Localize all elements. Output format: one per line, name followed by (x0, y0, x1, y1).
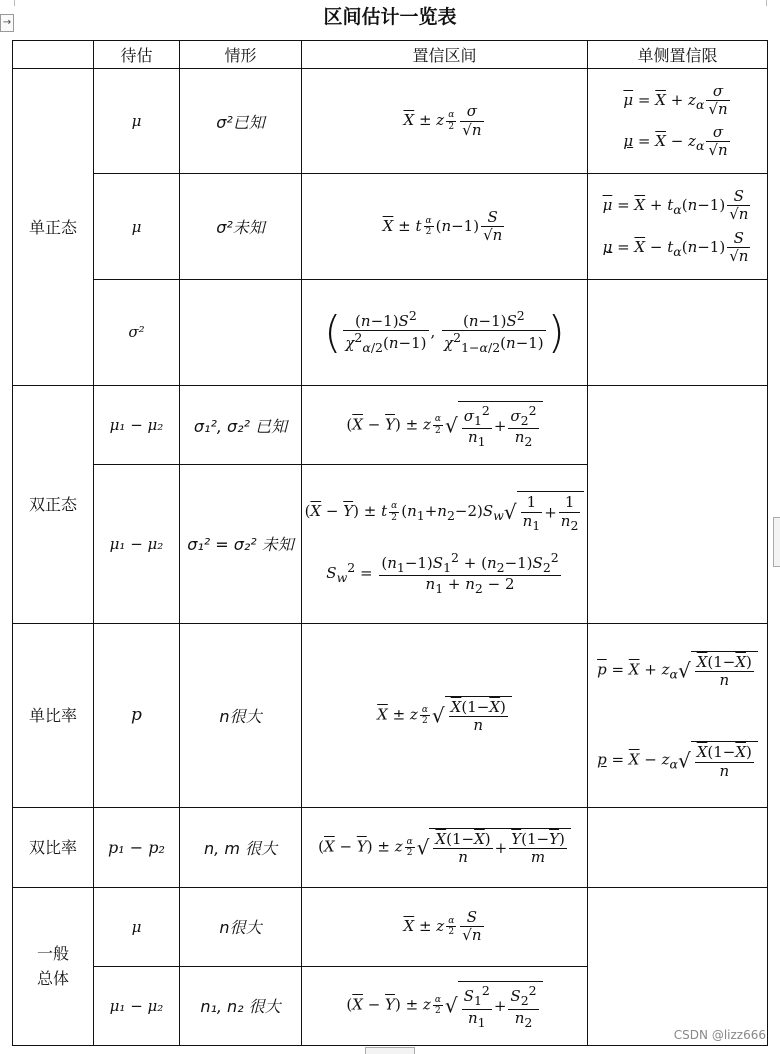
estimation-table (12, 40, 768, 1046)
case-text: σ²未知 (216, 218, 265, 238)
case-n1n2-large (180, 966, 302, 1045)
group-double-ratio: 双比率 (13, 808, 94, 887)
group-single-normal: 单正态 (13, 69, 94, 386)
estimand-text: μ₁ − μ₂ (109, 416, 164, 435)
one-sided-formula: $\overline{\mu} = \overline{X} + z_\alpha$ $\frac{\sigma}{√n}$ $\mu = \overline{X} - z_\alpha$ $\frac{\sigma}{√n}$ (588, 69, 768, 174)
interval-formula: $\overline{X} \pm t$ $\frac{\alpha}{2}$ (n−1) $\frac{S}{√n}$ (302, 174, 588, 279)
scroll-handle-right[interactable] (773, 517, 780, 567)
estimand-mu-diff (94, 966, 180, 1045)
one-sided-formula: $\overline{p} = \overline{X} + z_\alpha√$ $\frac{X(1-\overline{X})}{n}$ $p = \overline{X} - z_\alpha√$ $\frac{X(1-\overline{X})}{n}$ (588, 623, 768, 808)
estimand-text: μ (131, 112, 142, 131)
header-case: 情形 (180, 41, 302, 69)
case-text: n很大 (219, 918, 262, 938)
estimand-mu-diff (94, 386, 180, 465)
interval-formula: ( $\frac{(n-1)S^2}{\chi^2_{\alpha/2}(n-1)}$ , $\frac{(n-1)S^2}{\chi^2_{1-\alpha/2}(n-1)}$ ) (302, 279, 588, 385)
estimand-text: σ² (128, 323, 145, 342)
case-text: n很大 (219, 706, 262, 726)
table-row (13, 174, 768, 279)
arrow-icon[interactable]: → (0, 14, 14, 32)
scroll-handle-bottom[interactable] (365, 1047, 415, 1054)
estimand-p (94, 623, 180, 808)
table-row (13, 887, 768, 966)
estimand-mu-diff (94, 465, 180, 623)
table-row (13, 808, 768, 887)
one-sided-empty (588, 279, 768, 385)
table-row (13, 69, 768, 174)
group-general (13, 887, 94, 1046)
case-text: σ²已知 (216, 112, 265, 132)
estimand-text: p (131, 705, 142, 726)
case-n-large (180, 887, 302, 966)
interval-formula: $\overline{X} \pm z$ $\frac{\alpha}{2}$ $\frac{\sigma}{√n}$ (302, 69, 588, 174)
interval-formula: $\overline{X} \pm z$ $\frac{\alpha}{2}$ √ $\frac{X(1-\overline{X})}{n}$ (302, 623, 588, 808)
group-double-normal: 双正态 (13, 386, 94, 624)
estimand-p-diff (94, 808, 180, 887)
interval-formula: $(\overline{X} - \overline{Y}) \pm z$ $\frac{\alpha}{2}$ √ $\frac{X(1-\overline{X})}{n}$ + $\frac{\overline{Y}(1-\overline{Y})}{m}$ (302, 808, 588, 887)
case-unknown-sigma (180, 174, 302, 279)
page-title: 区间估计一览表 (323, 6, 457, 28)
case-n-large (180, 623, 302, 808)
estimand-mu (94, 887, 180, 966)
interval-formula: $(\overline{X} - \overline{Y}) \pm z$ $\frac{\alpha}{2}$ √ $\frac{S_1^2}{n_1}$ + $\frac{S_2^2}{n_2}$ (302, 966, 588, 1045)
case-text: n₁, n₂ 很大 (200, 997, 281, 1017)
case-known-sigma (180, 69, 302, 174)
one-sided-empty (588, 887, 768, 1046)
case-empty (180, 279, 302, 385)
estimand-mu (94, 69, 180, 174)
case-text: σ₁² = σ₂² 未知 (187, 535, 294, 555)
header-interval: 置信区间 (302, 41, 588, 69)
estimand-text: p₁ − p₂ (108, 837, 165, 857)
interval-formula: $(\overline{X} - \overline{Y}) \pm t$ $\frac{\alpha}{2}$ $(n_1+n_2-2)S_w√$ $\frac{1}{n_1}$ + $\frac{1}{n_2}$ $S_w^2$ = $\frac{(n_1-1)S_1^2 + (n_2-1)S_2^2}{n_1 + n_2 - 2}$ (302, 465, 588, 623)
header-row (13, 41, 768, 69)
case-text: σ₁², σ₂² 已知 (193, 416, 288, 436)
one-sided-formula: $\overline{\mu} = \overline{X} + t_\alpha(n-1)$ $\frac{S}{√n}$ $\mu = \overline{X} - t_\alpha(n-1)$ $\frac{S}{√n}$ (588, 174, 768, 279)
estimand-text: μ₁ − μ₂ (109, 996, 164, 1015)
one-sided-empty (588, 386, 768, 624)
one-sided-empty (588, 808, 768, 887)
estimand-mu (94, 174, 180, 279)
case-equal-unknown-sigma (180, 465, 302, 623)
case-nm-large (180, 808, 302, 887)
table-row (13, 279, 768, 385)
corner-header (13, 41, 94, 69)
interval-formula: $(\overline{X} - \overline{Y}) \pm z$ $\frac{\alpha}{2}$ √ $\frac{\sigma_1^2}{n_1}$ + $\frac{\sigma_2^2}{n_2}$ (302, 386, 588, 465)
group-single-ratio: 单比率 (13, 623, 94, 808)
header-one-sided: 单侧置信限 (588, 41, 768, 69)
interval-formula: $\overline{X} \pm z$ $\frac{\alpha}{2}$ $\frac{S}{√n}$ (302, 887, 588, 966)
case-text: n, m 很大 (204, 838, 277, 858)
table-row (13, 623, 768, 808)
estimand-sigma-sq (94, 279, 180, 385)
table-row (13, 386, 768, 465)
group-label: 一般总体 (36, 944, 69, 989)
estimand-text: μ (131, 217, 142, 236)
header-estimand: 待估 (94, 41, 180, 69)
watermark: CSDN @lizz666 (673, 1028, 766, 1042)
case-known-two-sigma (180, 386, 302, 465)
estimand-text: μ (131, 917, 142, 936)
estimand-text: μ₁ − μ₂ (109, 534, 164, 553)
